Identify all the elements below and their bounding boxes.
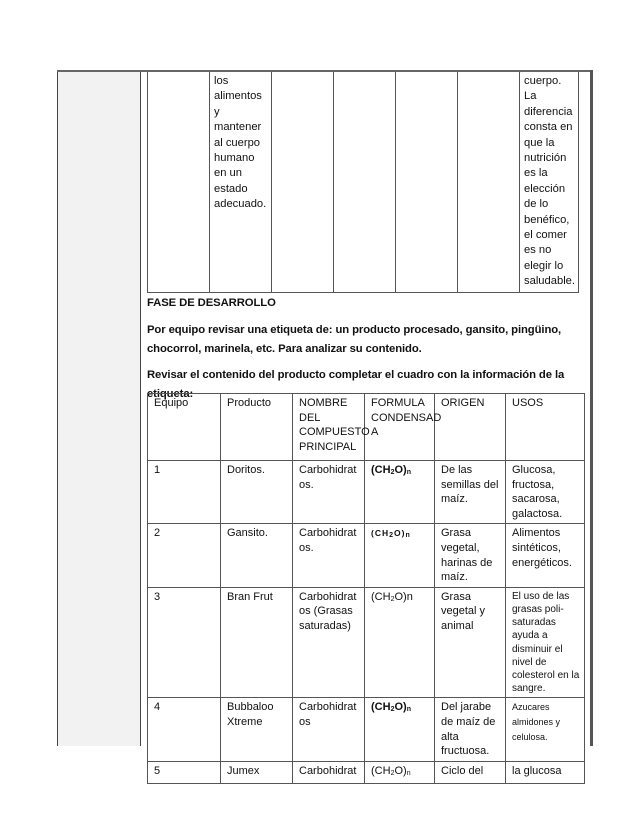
upper-col7-line: el comer [524, 229, 567, 242]
upper-col2-line: adecuado. [214, 198, 267, 211]
upper-col7-line: benéfico, [524, 213, 570, 226]
upper-col7-line: La [524, 90, 537, 103]
left-shaded-column [57, 70, 141, 746]
upper-cell-3 [272, 72, 334, 292]
instruction-paragraph-1: Por equipo revisar una etiqueta de: un producto procesado, gansito, pingüino, chocorrol, marinela, etc. Para analizar su contenido. [147, 324, 562, 355]
cell-producto: Bran Frut [221, 587, 293, 698]
upper-cell-6 [458, 72, 520, 292]
upper-col7-line: que la [524, 136, 555, 149]
cell-origen: De las semillas del maíz. [435, 461, 506, 524]
header-nombre-line: DEL [299, 411, 321, 424]
cell-nombre: Carbohidratos. [293, 524, 365, 587]
upper-col2-line: los [214, 75, 229, 87]
table-row [148, 461, 585, 524]
upper-col7-line: elección [524, 182, 566, 195]
upper-col2-line: alimentos [214, 90, 262, 103]
cell-origen: Grasa vegetal, harinas de maíz. [435, 524, 506, 587]
upper-col2-line: humano [214, 152, 255, 165]
table-row [148, 524, 585, 587]
upper-col7-line: elegir lo [524, 259, 564, 272]
cell-producto: Doritos. [221, 461, 293, 524]
header-nombre [293, 394, 370, 461]
header-formula-line: A [371, 426, 379, 439]
cell-nombre: Carbohidrat [293, 761, 365, 784]
upper-col2-line: al cuerpo [214, 136, 261, 149]
upper-cell-1 [148, 72, 210, 292]
cell-origen: Del jarabe de maíz de alta fructuosa. [435, 698, 506, 761]
upper-col7-line: nutrición [524, 152, 567, 165]
section-title: FASE DE DESARROLLO [147, 297, 276, 309]
cell-origen: Ciclo del [435, 761, 506, 784]
cell-nombre: Carbohidratos [293, 698, 365, 761]
table-header-row [148, 394, 585, 461]
cell-equipo: 2 [148, 524, 221, 587]
table-row [148, 587, 585, 698]
cell-equipo: 1 [148, 461, 221, 524]
upper-col7-line: de lo [524, 198, 549, 211]
upper-col2-line: y [214, 105, 220, 118]
frame-right-border [590, 70, 593, 746]
instruction-paragraph-2: Revisar el contenido del producto completar el cuadro con la información de la etiqueta: [147, 369, 565, 400]
upper-cell-2 [210, 72, 272, 292]
cell-nombre: Carbohidratos (Grasas saturadas) [293, 587, 365, 698]
upper-cell-5 [396, 72, 458, 292]
cell-usos: Alimentos sintéticos, energéticos. [506, 524, 585, 587]
header-origen: ORIGEN [435, 394, 506, 461]
header-equipo: Equipo [148, 394, 221, 461]
header-producto: Producto [221, 394, 293, 461]
cell-formula: (CH2O)n [365, 761, 435, 784]
cell-formula: (CH2O)n [365, 461, 435, 524]
cell-equipo: 4 [148, 698, 221, 761]
table-row [148, 698, 585, 761]
cell-usos: Azucares almidones y celulosa. [506, 698, 585, 761]
cell-formula: (CH2O)n [365, 698, 435, 761]
cell-usos: Glucosa, fructosa, sacarosa, galactosa. [506, 461, 585, 524]
product-analysis-table [147, 393, 585, 784]
cell-equipo: 5 [148, 761, 221, 784]
cell-nombre: Carbohidratos. [293, 461, 365, 524]
cell-usos: la glucosa [506, 761, 585, 784]
upper-col2-line: estado [214, 182, 248, 195]
table-row [148, 761, 585, 784]
cell-producto: Jumex [221, 761, 293, 784]
cell-formula: (CH2O)n [365, 524, 435, 587]
upper-col2-line: en un [214, 167, 242, 180]
header-formula-line: CONDENSAD [371, 411, 442, 424]
cell-equipo: 3 [148, 587, 221, 698]
upper-col7-line: es no [524, 244, 552, 257]
header-formula-line: FORMULA [371, 397, 425, 409]
upper-cell-4 [334, 72, 396, 292]
cell-origen: Grasa vegetal y animal [435, 587, 506, 698]
upper-fragment-table [147, 72, 579, 293]
header-nombre-line: COMPUESTO [299, 426, 370, 439]
upper-col7-line: consta en [524, 121, 573, 134]
upper-col7-line: cuerpo. [524, 75, 562, 87]
upper-col7-line: saludable. [524, 275, 576, 288]
header-nombre-line: NOMBRE [299, 397, 348, 409]
upper-col7-line: es la [524, 167, 548, 180]
header-formula [365, 394, 442, 461]
cell-producto: Bubbaloo Xtreme [221, 698, 293, 761]
upper-col2-line: mantener [214, 121, 262, 134]
cell-usos: El uso de las grasas poli-saturadas ayuda a disminuir el nivel de colesterol en la sangre. [506, 587, 585, 698]
header-nombre-line: PRINCIPAL [299, 440, 357, 453]
upper-cell-7 [520, 72, 579, 292]
header-usos: USOS [506, 394, 585, 461]
cell-formula: (CH2O)n [365, 587, 435, 698]
cell-producto: Gansito. [221, 524, 293, 587]
upper-col7-line: diferencia [524, 105, 573, 118]
